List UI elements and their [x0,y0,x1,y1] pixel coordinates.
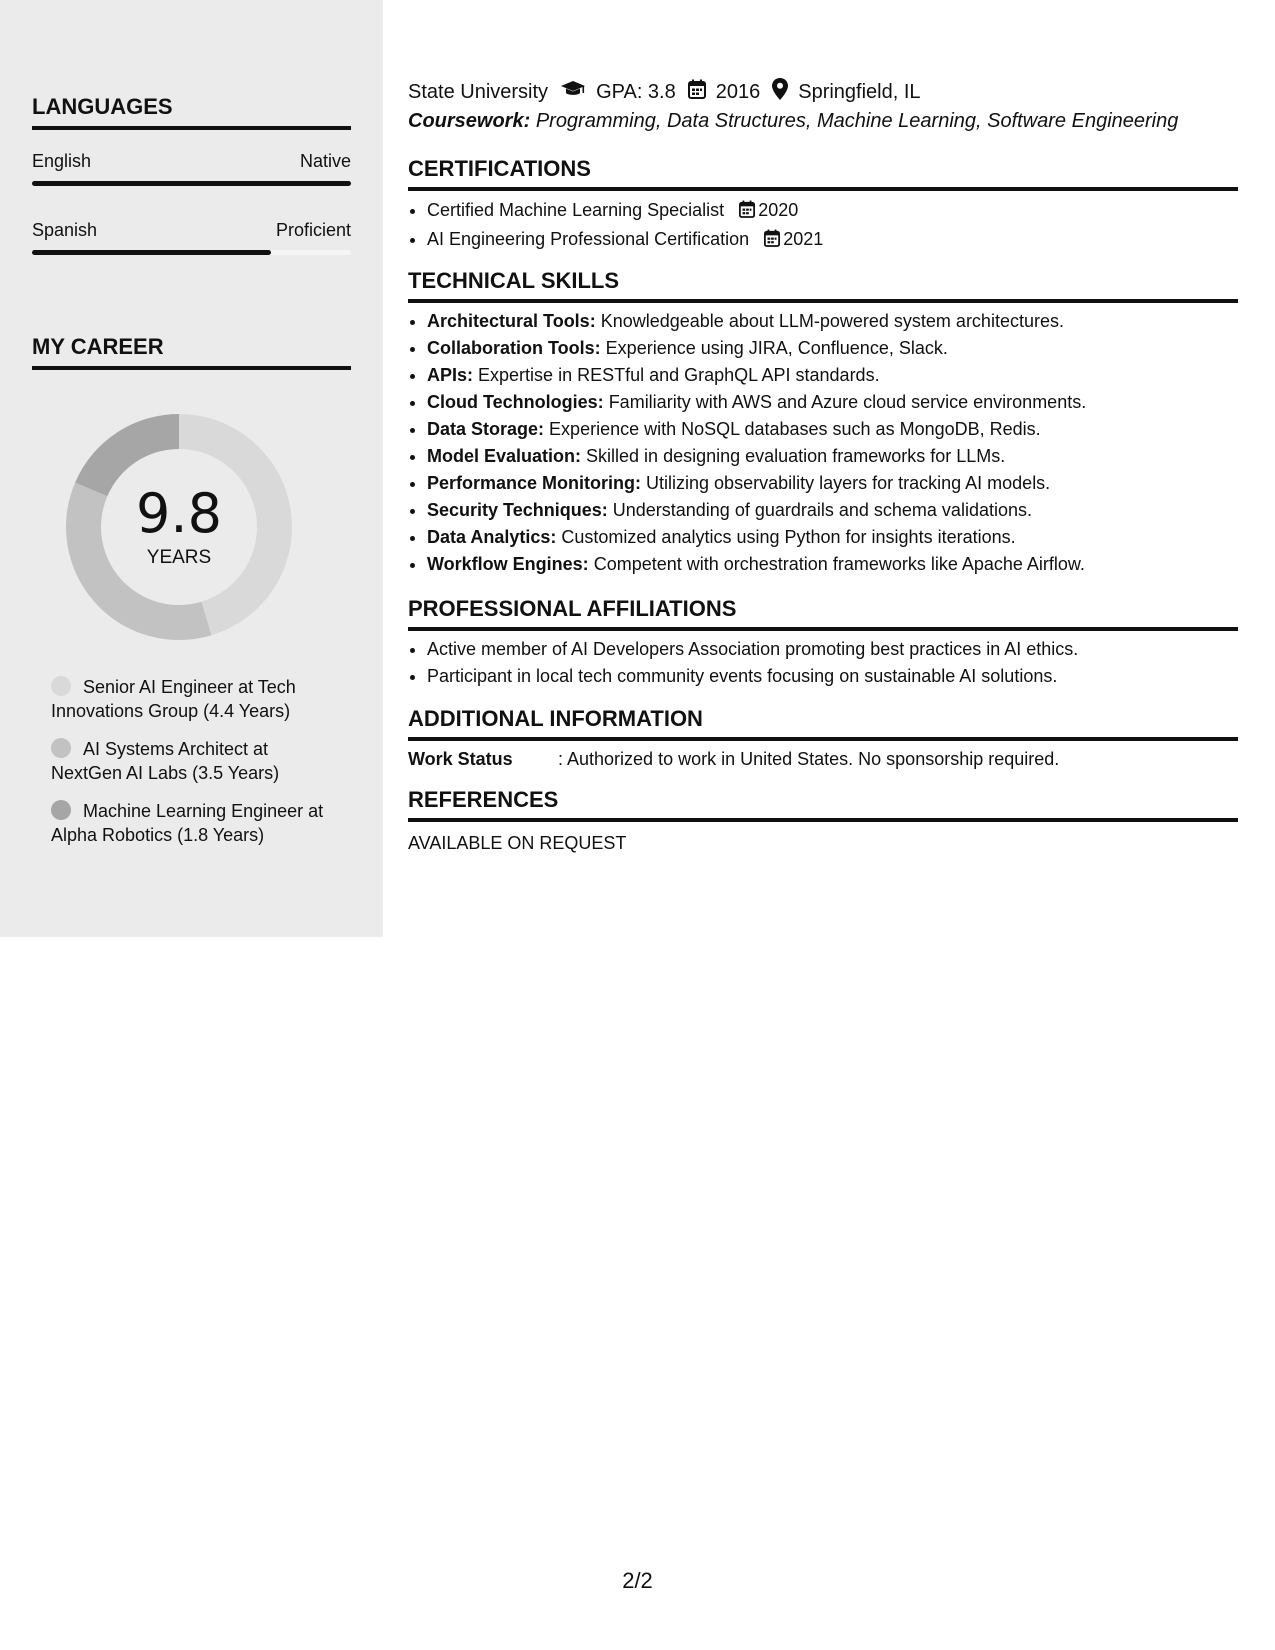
skill-label: Collaboration Tools: [427,338,601,358]
language-item [32,220,351,255]
career-legend-item [51,675,331,723]
coursework [408,110,1178,133]
language-bar [32,250,351,255]
calendar-icon [688,79,706,105]
skill-item [427,335,1257,362]
references-text: AVAILABLE ON REQUEST [408,833,627,853]
work-status [408,749,1059,770]
language-bar-fill [32,181,351,186]
certification-year: 2020 [758,200,799,220]
sidebar [0,0,383,937]
calendar-icon [739,199,755,226]
skill-label: Data Analytics: [427,527,557,547]
coursework-text: Programming, Data Structures, Machine Learning, Software Engineering [535,110,1179,132]
skills-title: TECHNICAL SKILLS [408,268,1238,303]
skill-text: Experience using JIRA, Confluence, Slack. [605,338,948,358]
career-section [32,334,351,370]
languages-section [32,94,351,130]
legend-label: Machine Learning Engineer at Alpha Robotics (1.8 Years) [51,801,324,845]
school-name: State University [408,80,549,103]
career-donut-chart [66,414,292,640]
school-location: Springfield, IL [798,80,921,103]
certifications-list [408,197,1257,255]
skill-text: Understanding of guardrails and schema validations. [612,500,1032,520]
certification-name: Certified Machine Learning Specialist [427,200,725,220]
gpa: GPA: 3.8 [596,80,676,103]
skill-label: Model Evaluation: [427,446,582,466]
legend-label: Senior AI Engineer at Tech Innovations Group (4.4 Years) [51,677,296,721]
skill-item [427,524,1257,551]
certification-item [427,197,1257,226]
affiliation-item: • Active member of AI Developers Association promoting best practices in AI ethics. [427,636,1257,663]
language-bar-fill [32,250,271,255]
skill-label: Security Techniques: [427,500,608,520]
skills-list [408,308,1257,578]
skill-item [427,308,1257,335]
donut-center [66,414,292,640]
certification-name: AI Engineering Professional Certification [427,229,750,249]
references-title: REFERENCES [408,787,1238,822]
skill-label: Data Storage: [427,419,545,439]
skill-text: Skilled in designing evaluation frameworks for LLMs. [586,446,1006,466]
education-line [408,78,921,106]
language-level: Proficient [275,220,351,240]
skill-text: Knowledgeable about LLM-powered system architectures. [600,311,1064,331]
graduation-cap-icon [560,79,586,105]
certification-year: 2021 [783,229,824,249]
career-legend-item [51,799,331,847]
language-bar [32,181,351,186]
affiliations-title: PROFESSIONAL AFFILIATIONS [408,596,1238,631]
skill-text: Experience with NoSQL databases such as MongoDB, Redis. [549,419,1041,439]
skill-item [427,389,1257,416]
certifications-title: CERTIFICATIONS [408,156,1238,191]
skill-item [427,551,1257,578]
legend-dot [51,676,71,696]
certification-item [427,226,1257,255]
graduation-year: 2016 [715,80,761,103]
skill-item [427,362,1257,389]
legend-dot [51,738,71,758]
legend-dot [51,800,71,820]
coursework-label: Coursework: [408,110,531,132]
language-name: Spanish [32,220,98,240]
skill-label: Architectural Tools: [427,311,596,331]
career-total-unit: YEARS [146,547,212,568]
skill-text: Expertise in RESTful and GraphQL API standards. [478,365,880,385]
affiliations-list [408,636,1257,690]
career-title: MY CAREER [32,334,351,370]
skill-label: Cloud Technologies: [427,392,604,412]
work-status-value: : Authorized to work in United States. No sponsorship required. [558,749,1060,769]
page-number: 2/2 [622,1568,653,1593]
languages-title: LANGUAGES [32,94,351,130]
skill-label: Performance Monitoring: [427,473,642,493]
skill-label: Workflow Engines: [427,554,589,574]
skill-text: Familiarity with AWS and Azure cloud service environments. [608,392,1087,412]
skill-text: Utilizing observability layers for tracking AI models. [646,473,1051,493]
skill-text: Competent with orchestration frameworks like Apache Airflow. [593,554,1085,574]
language-level: Native [299,151,351,171]
additional-info-title: ADDITIONAL INFORMATION [408,706,1238,741]
calendar-icon [764,228,780,255]
affiliation-item: • Participant in local tech community events focusing on sustainable AI solutions. [427,663,1257,690]
career-total-years: 9.8 [136,482,222,545]
skill-text: Customized analytics using Python for insights iterations. [561,527,1016,547]
skill-item [427,497,1257,524]
career-legend-item [51,737,331,785]
map-pin-icon [772,78,788,106]
skill-label: APIs: [427,365,474,385]
skill-item [427,443,1257,470]
skill-item [427,470,1257,497]
skill-item [427,416,1257,443]
language-name: English [32,151,92,171]
language-item [32,151,351,186]
legend-label: AI Systems Architect at NextGen AI Labs (3.5 Years) [51,739,280,783]
work-status-label: Work Status [408,749,513,769]
